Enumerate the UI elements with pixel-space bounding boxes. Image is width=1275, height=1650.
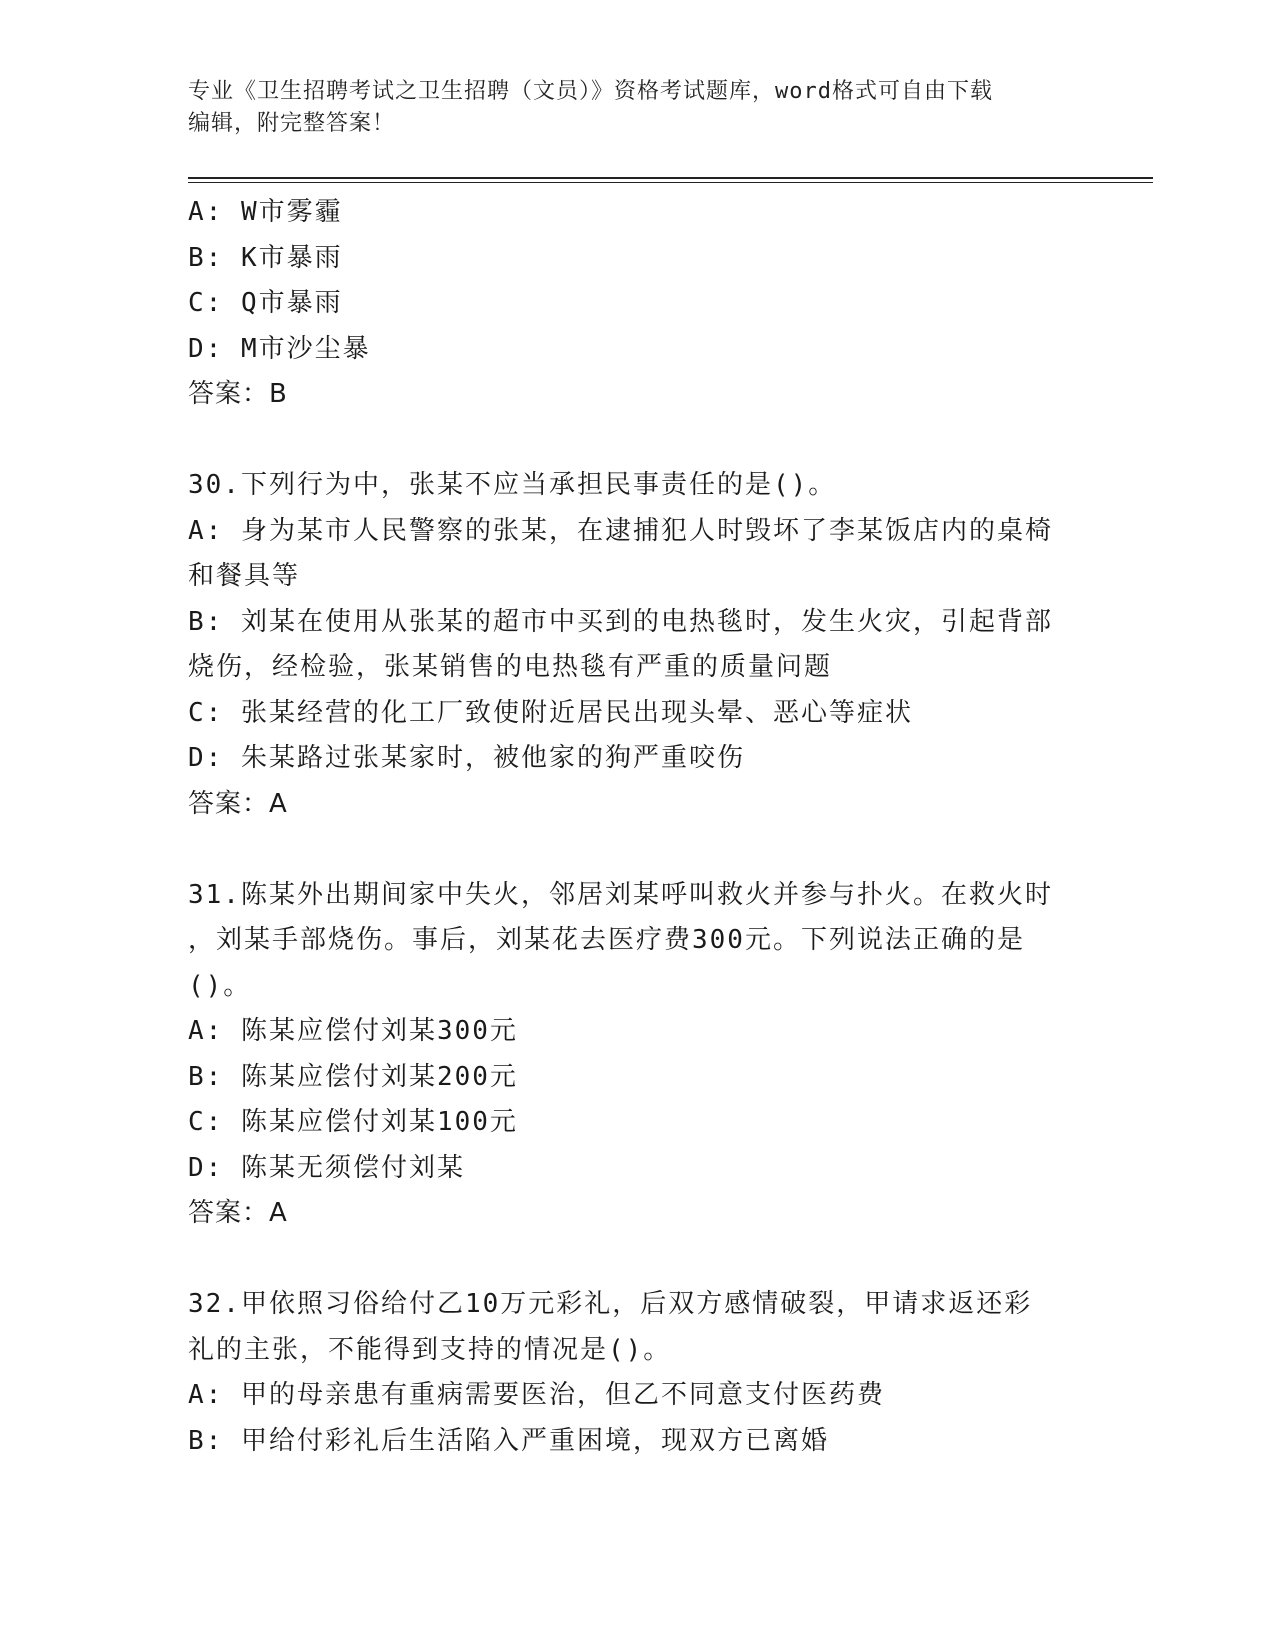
- header-divider-thick: [188, 177, 1153, 179]
- option-c: C: Q市暴雨: [188, 288, 343, 318]
- header-line-2: 编辑，附完整答案！: [188, 111, 396, 136]
- option-a: A: W市雾霾: [188, 197, 343, 227]
- option-a: A: 陈某应偿付刘某300元: [188, 1016, 518, 1046]
- option-c: C: 张某经营的化工厂致使附近居民出现头晕、恶心等症状: [188, 697, 913, 728]
- answer-line: 答案：B: [188, 379, 288, 409]
- question-stem-continued: ()。: [188, 970, 252, 1001]
- option-b: B: 刘某在使用从张某的超市中买到的电热毯时，发生火灾，引起背部: [188, 606, 1053, 637]
- question-list: [188, 190, 1088, 1464]
- option-b-continued: 烧伤，经检验，张某销售的电热毯有严重的质量问题: [188, 652, 833, 682]
- document-header: [188, 76, 1068, 140]
- option-d: D: 朱某路过张某家时，被他家的狗严重咬伤: [188, 743, 745, 773]
- spacer: [188, 827, 1088, 873]
- question-stem-continued: ，刘某手部烧伤。事后，刘某花去医疗费300元。下列说法正确的是: [188, 925, 1025, 955]
- option-d: D: M市沙尘暴: [188, 333, 371, 364]
- question-block-30: [188, 463, 1088, 827]
- spacer: [188, 1237, 1088, 1283]
- answer-line: 答案：A: [188, 788, 288, 819]
- question-stem: 32.甲依照习俗给付乙10万元彩礼，后双方感情破裂，甲请求返还彩: [188, 1289, 1033, 1319]
- question-block-prev: [188, 190, 1088, 418]
- option-a: A: 甲的母亲患有重病需要医治，但乙不同意支付医药费: [188, 1380, 885, 1410]
- question-stem-continued: 礼的主张，不能得到支持的情况是()。: [188, 1334, 672, 1365]
- answer-line: 答案：A: [188, 1198, 288, 1228]
- option-a-continued: 和餐具等: [188, 561, 301, 591]
- option-b: B: 甲给付彩礼后生活陷入严重困境，现双方已离婚: [188, 1425, 829, 1456]
- option-b: B: 陈某应偿付刘某200元: [188, 1061, 518, 1092]
- option-d: D: 陈某无须偿付刘某: [188, 1152, 465, 1183]
- option-b: B: K市暴雨: [188, 242, 343, 273]
- question-block-31: [188, 873, 1088, 1237]
- question-stem: 30.下列行为中，张某不应当承担民事责任的是()。: [188, 470, 837, 500]
- header-divider-thin: [188, 182, 1153, 183]
- question-stem: 31.陈某外出期间家中失火，邻居刘某呼叫救火并参与扑火。在救火时: [188, 879, 1053, 910]
- option-a: A: 身为某市人民警察的张某，在逮捕犯人时毁坏了李某饭店内的桌椅: [188, 515, 1053, 546]
- question-block-32: [188, 1282, 1088, 1464]
- spacer: [188, 418, 1088, 464]
- header-line-1: 专业《卫生招聘考试之卫生招聘（文员）》资格考试题库，word格式可自由下载: [188, 79, 993, 104]
- option-c: C: 陈某应偿付刘某100元: [188, 1107, 518, 1137]
